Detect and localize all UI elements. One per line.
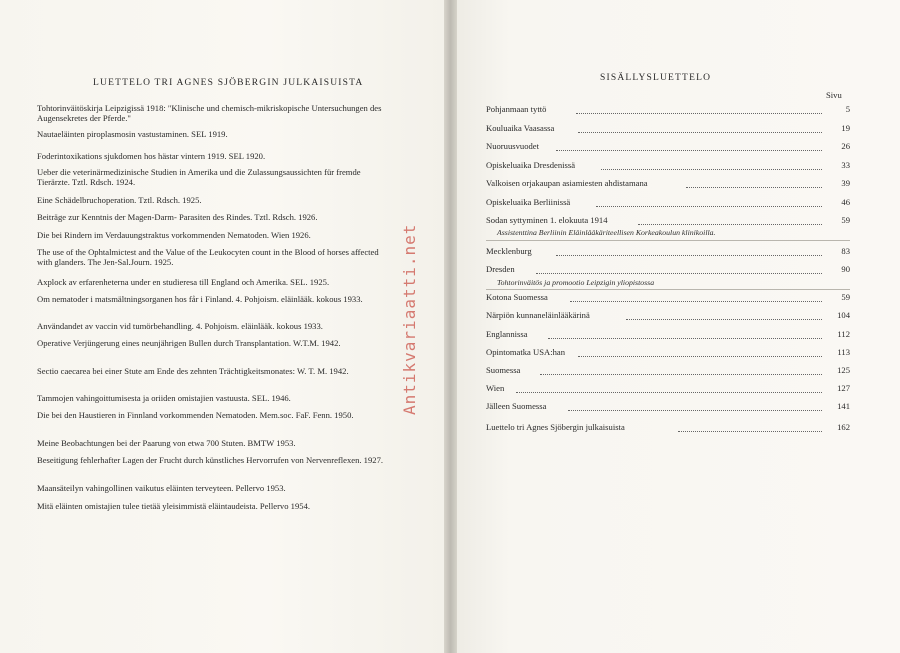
toc-entry-page: 141 xyxy=(837,401,850,411)
toc-entry-page: 33 xyxy=(841,160,850,170)
publication-item: Die bei den Haustieren in Finnland vorkommenden Nematoden. Mem.soc. FaF. Fenn. 1950. xyxy=(37,410,354,420)
toc-entry-label: Suomessa xyxy=(486,365,521,375)
toc-entry-label: Englannissa xyxy=(486,329,528,339)
toc-entry[interactable] xyxy=(486,197,850,209)
publication-item: The use of the Ophtalmictest and the Value of the Leukocyten count in the Blood of horses affected with glanders. The Jen-Sal.Journ. 1925. xyxy=(37,247,379,267)
publication-item: Maansäteilyn vahingollinen vaikutus eläinten terveyteen. Pellervo 1953. xyxy=(37,483,286,493)
toc-leader-dots xyxy=(568,401,822,411)
publication-item: Tammojen vahingoittumisesta ja oriiden omistajien vastuusta. SEL. 1946. xyxy=(37,393,291,403)
toc-note: Tohtorinväitös ja promootio Leipzigin yliopistossa xyxy=(497,278,655,287)
toc-title: SISÄLLYSLUETTELO xyxy=(600,73,712,83)
toc-entry-page: 90 xyxy=(841,264,850,274)
toc-entry-label: Kotona Suomessa xyxy=(486,292,548,302)
toc-leader-dots xyxy=(570,292,822,302)
watermark-text: Antikvariaatti.net xyxy=(400,223,419,415)
publication-item: Nautaeläinten piroplasmosin vastustaminen. SEL 1919. xyxy=(37,129,228,139)
toc-entry-page: 46 xyxy=(841,197,850,207)
publication-item: Beiträge zur Kenntnis der Magen-Darm- Parasiten des Rindes. Tztl. Rdsch. 1926. xyxy=(37,212,318,222)
toc-entry[interactable] xyxy=(486,365,850,377)
toc-entry-label: Mecklenburg xyxy=(486,246,532,256)
toc-entry-label: Sodan syttyminen 1. elokuuta 1914 xyxy=(486,215,608,225)
toc-note: Assistenttina Berliinin Eläinlääkäriteellisen Korkeakoulun klinikoilla. xyxy=(497,228,716,237)
toc-entry[interactable] xyxy=(486,329,850,341)
toc-leader-dots xyxy=(576,104,822,114)
toc-leader-dots xyxy=(626,310,822,320)
toc-entry-label: Närpiön kunnaneläinlääkärinä xyxy=(486,310,590,320)
toc-entry[interactable] xyxy=(486,178,850,190)
toc-entry-page: 125 xyxy=(837,365,850,375)
toc-entry[interactable] xyxy=(486,264,850,276)
toc-leader-dots xyxy=(536,264,822,274)
toc-entry-label: Valkoisen orjakaupan asiamiesten ahdistamana xyxy=(486,178,648,188)
publication-item: Operative Verjüngerung eines neunjährigen Bullen durch Transplantation. W.T.M. 1942. xyxy=(37,338,341,348)
toc-divider xyxy=(486,240,850,241)
toc-entry[interactable] xyxy=(486,123,850,135)
toc-entry[interactable] xyxy=(486,215,850,227)
toc-leader-dots xyxy=(678,422,822,432)
toc-entry[interactable] xyxy=(486,160,850,172)
publication-item: Foderintoxikations sjukdomen hos hästar vintern 1919. SEL 1920. xyxy=(37,151,266,161)
toc-entry-page: 104 xyxy=(837,310,850,320)
toc-divider xyxy=(486,289,850,290)
publication-item: Sectio caecarea bei einer Stute am Ende des zehnten Trächtigkeitsmonates: W. T. M. 1942. xyxy=(37,366,349,376)
toc-entry-label: Nuoruusvuodet xyxy=(486,141,539,151)
toc-leader-dots xyxy=(578,347,822,357)
toc-entry-page: 162 xyxy=(837,422,850,432)
toc-entry[interactable] xyxy=(486,422,850,434)
toc-entry-page: 112 xyxy=(837,329,850,339)
toc-entry-page: 5 xyxy=(845,104,850,114)
toc-leader-dots xyxy=(540,365,822,375)
toc-entry[interactable] xyxy=(486,141,850,153)
publication-item: Die bei Rindern im Verdauungstraktus vorkommenden Nematoden. Wien 1926. xyxy=(37,230,311,240)
toc-entry-label: Kouluaika Vaasassa xyxy=(486,123,555,133)
toc-entry-label: Opiskeluaika Dresdenissä xyxy=(486,160,576,170)
toc-entry-page: 113 xyxy=(837,347,850,357)
book-gutter xyxy=(444,0,457,653)
toc-entry[interactable] xyxy=(486,310,850,322)
toc-entry-page: 26 xyxy=(841,141,850,151)
toc-leader-dots xyxy=(516,383,822,393)
publication-item: Ueber die veterinärmedizinische Studien in Amerika und die Zulassungsaussichten für fremde Tierärzte. Tztl. Rdsch. 1924. xyxy=(37,167,361,187)
publication-item: Användandet av vaccin vid tumörbehandling. 4. Pohjoism. eläinlääk. kokous 1933. xyxy=(37,321,323,331)
toc-leader-dots xyxy=(601,160,822,170)
toc-entry-label: Dresden xyxy=(486,264,515,274)
toc-entry[interactable] xyxy=(486,292,850,304)
toc-entry[interactable] xyxy=(486,401,850,413)
publication-item: Tohtorinväitöskirja Leipzigissä 1918: "Klinische und chemisch-mikriskopische Untersuchungen des Augensekretes der Pferde." xyxy=(37,103,382,123)
toc-entry-label: Jälleen Suomessa xyxy=(486,401,547,411)
toc-entry-label: Opiskeluaika Berliinissä xyxy=(486,197,571,207)
toc-entry-page: 83 xyxy=(841,246,850,256)
toc-entry[interactable] xyxy=(486,104,850,116)
toc-entry-page: 127 xyxy=(837,383,850,393)
toc-entry[interactable] xyxy=(486,347,850,359)
publication-item: Om nematoder i matsmältningsorganen hos får i Finland. 4. Pohjoism. eläinlääk. kokous 1933. xyxy=(37,294,363,304)
toc-leader-dots xyxy=(686,178,822,188)
toc-leader-dots xyxy=(596,197,822,207)
toc-entry-page: 39 xyxy=(841,178,850,188)
toc-entry-label: Luettelo tri Agnes Sjöbergin julkaisuista xyxy=(486,422,625,432)
publication-item: Eine Schädelbruchoperation. Tztl. Rdsch. 1925. xyxy=(37,195,202,205)
toc-entry-page: 59 xyxy=(841,292,850,302)
toc-leader-dots xyxy=(556,246,822,256)
publications-title: LUETTELO TRI AGNES SJÖBERGIN JULKAISUISTA xyxy=(93,78,364,88)
toc-entry-page: 19 xyxy=(841,123,850,133)
toc-entry[interactable] xyxy=(486,383,850,395)
publication-item: Mitä eläinten omistajien tulee tietää yleisimmistä eläintaudeista. Pellervo 1954. xyxy=(37,501,311,511)
publication-item: Axplock av erfarenheterna under en studieresa till England och Amerika. SEL. 1925. xyxy=(37,277,330,287)
toc-leader-dots xyxy=(548,329,822,339)
toc-entry-page: 59 xyxy=(841,215,850,225)
toc-leader-dots xyxy=(638,215,822,225)
toc-page-header: Sivu xyxy=(826,90,842,100)
toc-leader-dots xyxy=(578,123,822,133)
toc-leader-dots xyxy=(556,141,822,151)
publication-item: Beseitigung fehlerhafter Lagen der Frucht durch künstliches Hervorrufen von Nervenreflexen. 1927. xyxy=(37,455,384,465)
toc-entry-label: Wien xyxy=(486,383,505,393)
toc-entry-label: Opintomatka USA:han xyxy=(486,347,566,357)
toc-entry-label: Pohjanmaan tyttö xyxy=(486,104,547,114)
toc-entry[interactable] xyxy=(486,246,850,258)
publication-item: Meine Beobachtungen bei der Paarung von etwa 700 Stuten. BMTW 1953. xyxy=(37,438,296,448)
